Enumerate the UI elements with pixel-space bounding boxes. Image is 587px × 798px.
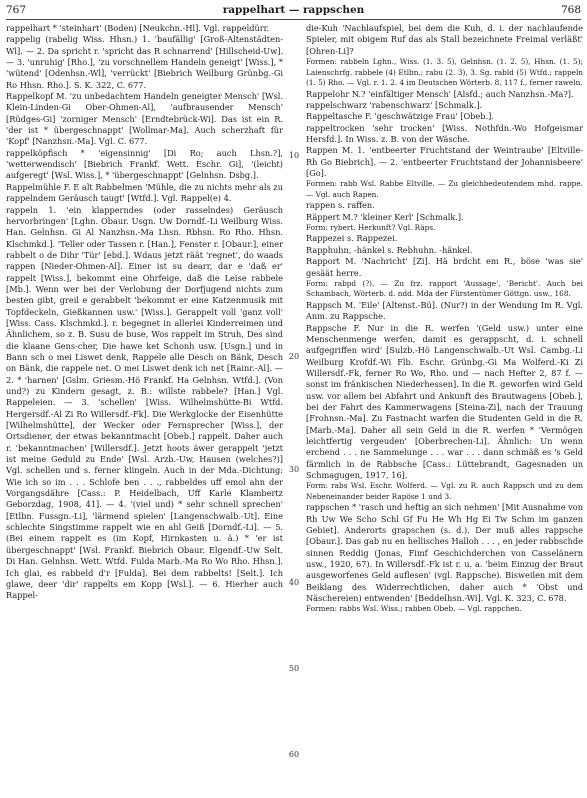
entry-rappelhart: rappelhart * 'steinhart' (Boden) [Neukchn.-Hl]. Vgl. rappeldürr. bbox=[6, 23, 270, 33]
forms-note: Form: rybert. Herkunft? Vgl. Räps. bbox=[306, 222, 436, 232]
line-number: 50 bbox=[288, 664, 300, 673]
entry-rappeltrocken: rappeltrocken 'sehr trocken' [Wiss. Nothfdn.-Wo Hofgeismar Hersfd.]. In Wiss. z. B. von der Wäsche. bbox=[306, 122, 583, 144]
forms-note: Formen: rabb Wsl. Rabbe Eltville. — Zu gleichbedeutendem mhd. rappe. — Vgl. auch Rapen. bbox=[306, 179, 583, 199]
right-column bbox=[306, 23, 583, 793]
entry-rappelohr: Rappelohr N.? 'einfältiger Mensch' [Alsfd.; auch Nanzhsn.-Ma?]. bbox=[306, 88, 574, 99]
entry-rappelmuehle: Rappelmühle F. E alt Rabbelmen 'Mühle, die zu nichts mehr als zu rappelndem Geräusch taugt' [Wtfd.]. Vgl. Rappel(e) 4. bbox=[6, 181, 283, 204]
line-number: 60 bbox=[288, 750, 300, 759]
entry-rappelkopf: Rappelkopf M. 'zu unbedachtem Handeln geneigter Mensch' [Wsl. Klein-Linden-Gi Ober-Ohmen-Al], 'aufbrausender Mensch' [Rüdges-Gi] 'zorniger Mensch' [Erndtebrück-Wi]. Das ist ein R. 'der ist * übergeschnappt' [Wollmar-Ma]. Auch scherzhaft für 'Kopf' [Nanzhsn.-Ma]. Vgl. C. 677. bbox=[6, 91, 283, 147]
entry-rappsche: Rappsche F. Nur in die R. werfen '(Geld usw.) unter eine Menschenmenge werfen, damit es gerappscht, d. i. schnell aufgegriffen wird' [Sulzb.-Hö Langenschwalb.-Ut Wsl. Cambg.-Li Weilburg Krofdf.-Wi Flb. Eschr. Grünbg.-Gi Ma Wolferd.-Ki Zi Willersdf.-Fk, ferner Ro Wo, Rho. und — nach Hefter 2, 87 f. — sonst im fränkischen Niederhessen]. In die R. geworfen wird Geld usw. vor allem bei Abfahrt und Ankunft des Brautwagens [Obeb.], bei der Fahrt des Kammerwagens [Steina-Zi], nach der Trauung [Frohnsn.-Ma]. Zu Fastnacht warfen die Studenten Geld in die R. [Marb.-Ma]. Daher all sein Geld in die R. werfen * 'Vermögen leichtfertig vergeuden' [Oberbrechen-Li]. Ähnlich: Un wenn erchend . . . ne Sammelunge . . . war . . . dann schmäß es 's Geld färmlich in de Rabbsche [Cass.: Lüttebrandt, Gagesnaden un Schmagugen, 1917, 16]. bbox=[306, 322, 583, 480]
left-page-number: 767 bbox=[6, 4, 27, 16]
entry-rappeltasche: Rappeltasche F. 'geschwätzige Frau' [Obeb.]. bbox=[306, 111, 494, 122]
running-title: rappelhart — rappschen bbox=[222, 4, 365, 16]
entry-rappeln: rappeln 1. 'ein klapperndes (oder rasselndes) Geräusch hervorbringen' [Lghn. Obaur. Usgn. Uw Dorndf.-Li Weilburg Wiss. Han. Gelnhsn. Gi Al Nanzhsn.-Ma Lhsn. Rbhsn. Ro Rho. Hhsn. Klschmkd.]. 'Teller oder Tassen r. [Han.], Fenster r. [Obaur.], einer rabbelt o de Dihr 'Tür' [ebd.]. Wdaus jetzt räät 'regnet', do waads rappen [Nieder-Ohmen-Al]. Einer ist su dearr, dar e 'daß er' rappelt [Wiss.], bekommt eine Ohrfeige, daß die Leise rabbele [Mb.]. Wenn wer bei der Verlobung der Dorfjugend nichts zum besten gibt, greil e gerabbelt 'bekommt er eine Katzenmusik mit Topfdeckeln, Gießkannen usw.' [Wiss.]. Gerappelt voll 'ganz voll' [Wiss. Cass. Klschmkd.]. r. begegnet in allerlei Kinderreimen und Ähnlichem, so z. B. Susu de buse, Wos rappelt im Struh, Des sind die klaane Gens-cher, Die hawe ket Schonh usw. [Usgn.] und in Bann sch o mei Liswet denk, Rappele alle Desch on Bänk, Desch on Bänk, die rappele net. O mei Liswet denk ich net [Rainr.-Al]. — 2. * 'harnen' [Gslm. Griesm.-Hö Frankf. Ha Gelnhsn. Wtfd.]. (Von und?) zu Kindern gesagt, z. B.: willste rabbele? [Han.] Vgl. Rappeleien. — 3. 'schellen' [Wiss. Wilhelmshütte-Bi Wtfd. Hergersdf.-Al Zi Ro Willersdf.-Fk]. Die Werkglocke der Eisenhütte [Wilhelmshütte], der Wecker oder Fernsprecher [Wiss.], der Ortsdiener, der etwas bekanntmacht [Obeb.] rappelt. Daher auch r. 'bekanntmachen' [Willersdf.]. Jetzt hoots äwer gerappelt 'jetzt ist meine Geduld zu Ende' [Wsl. Arzb.-Uw, Hausen (welches?)] Vgl. schellen und s. ferner klingeln. Auch in der Mda.-Dichtung: Wie ich so im . . . Schlofe ben . . ., rabbeldes uff emol ahn der Vorgangsdähre [Cass.: P. Heidelbach, Uff Karle Klambertz Geborzdag, 1908, 41]. — 4. '(viel und) * sehr schnell sprechen' [Etlbn. Fussgn.-Li], 'lärmend spielen' [Langenschwalb.-Ut]. Eine schlechte Singstimme rappelt wie en ahl Geiß [Dorndf.-Li]. — 5. (Bei einem rappelt es (im Kopf, Hirnkasten u. ä.) * 'er ist übergeschnappt' [Wsl. Frankf. Biebrich Obaur. Elgendf.-Uw Selt. Di Han. Gelnhsn. Wett. Wtfd. Fulda Marb.-Ma Ro Wo Rho. Hhsn.]. Ich glai, es rabbeld d'r [Fulda]. Bei dem rabbelts! [Selt.]. Ich glawe, deer 'dir' rappelts em Kopp [Wsl.]. — 6. Hierher auch Rappel- bbox=[6, 204, 283, 601]
header-rule bbox=[6, 19, 581, 20]
line-number: 30 bbox=[288, 465, 300, 474]
page-header bbox=[6, 4, 581, 18]
entry-rapport: Rapport M. 'Nachricht' [Zi]. Hä brdcht em R., böse 'was sie' gesäät herre. bbox=[306, 256, 583, 278]
forms-note: Formen: rabbs Wsl. Wiss.; rabben Obeb. — Vgl. rappchen. bbox=[306, 604, 522, 614]
entry-rappelschwarz: rappelschwarz 'rabenschwarz' [Schmalk.]. bbox=[306, 99, 483, 110]
forms-note: Form: rabs Wsl. Eschr. Wolferd. — Vgl. zu R. auch Rappsch und zu dem Nebeneinander beider Rapöse 1 und 3. bbox=[306, 481, 583, 501]
forms-note: Formen: rabbeln Lghn., Wiss. (1. 3. 5), Gelnhsn. (1. 2. 5), Hhsn. (1. 5); Laienschrfg. rabbele (4) Etlbn.; rabu (2. 3), 3. Sg. rabld (5) Wtfd.; rappeln (1. 5) Rho. — Vgl. r. 1. 2. 4 im Deutschen Wörterb. 8, 117 f., ferner raweln. bbox=[306, 57, 583, 88]
entry-rappezei: Rappezei s. Rappezei. bbox=[306, 233, 398, 244]
entry-rappel-die-kuh: die-Kuh 'Nachlaufspiel, bei dem die Kuh, d. i. der nachlaufende Spieler, mit obigem Ruf das als Stall bezeichnete Freimal verläßt' [Ohren-Li]? bbox=[306, 23, 583, 56]
entry-rappelig: rappelig (rabelig Wiss. Hhsn.) 1. 'baufällig' [Groß-Altenstädten-Wl]. — 2. Da spricht r. 'spricht das R schnarrend' [Hillscheid-Uw]. — 3. 'unruhig' [Rho.], 'zu vorschnellem Handeln geneigt' [Wiss.], * 'wütend' [Odenhsn.-Wl], 'verrückt' [Biebrich Weilburg Grünbg.-Gi Ro Hhsn. Rho.]. S. K. 322, C. 677. bbox=[6, 34, 283, 90]
left-column bbox=[6, 23, 283, 793]
entry-rappen: Rappen M. 1. 'entbeerter Fruchtstand der Weintraube' [Eltville-Rh Go Biebrich]. — 2. 'entbeerter Fruchtstand der Johannisbeere' [Go]. bbox=[306, 145, 583, 178]
line-number: 40 bbox=[288, 578, 300, 587]
entry-rappschen: rappschen * 'rasch und heftig an sich nehmen' [Mit Ausnahme von Rh Uw We Scho Schl Gf Fu He Wh Hg Ei Tw Schm im ganzen Gebiet]. Anderorts grapschen (s. d.). Der muß alles rappsche [Obaur.]. Das gab nu en hellisches Halloh . . . , en jeder rabbschde sinnen Reddig (Jonas, Fimf Geschichderchen von Casselänern usw., 1920, 67). In Willersdf.-Fk ist r. u. a. 'beim Einzug der Braut ausgeworfenes Geld auflesen' (vgl. Rappsche). Bisweilen mit dem Beiklang des Widerrechtlichen, daher auch * 'Obst und Näschereien) entwenden' [Beddelhsn.-Wi]. Vgl. K. 323, C. 678. bbox=[306, 502, 583, 604]
entry-rappsch: Rappsch M. 'Eile' [Altenst.-Bü]. (Nur?) in der Wendung Im R. Vgl. Anm. zu Rappsche. bbox=[306, 299, 583, 322]
forms-note: Form: rabpd (?). — Zu frz. rapport 'Aussage', 'Bericht'. Auch bei Schambach, Wörterb. d. ndd. Mda der Fürstentümer Göttgn. usw., 168. bbox=[306, 278, 583, 299]
entry-rapphuhn: Rapphuhn, -hänkel s. Rebhuhn. -hänkel. bbox=[306, 244, 473, 255]
entry-rappen-ref: rappen s. raffen. bbox=[306, 200, 375, 211]
entry-raeppert: Räppert M.? 'kleiner Kerl' [Schmalk.]. bbox=[306, 211, 464, 222]
line-number: 20 bbox=[288, 352, 300, 361]
right-page-number: 768 bbox=[560, 4, 581, 16]
line-number: 10 bbox=[288, 151, 300, 160]
entry-rappelkoepfisch: rappelköpfisch * 'eigensinnig' [Di Ro; auch Lhsn.?], 'wetterwendisch' [Biebrich Frankf. Wett. Eschr. Gi], '(leicht) aufgeregt' [Wsl. Wiss.], * 'übergeschnappt' [Gelnhsn. Dsbg.]. bbox=[6, 147, 283, 181]
